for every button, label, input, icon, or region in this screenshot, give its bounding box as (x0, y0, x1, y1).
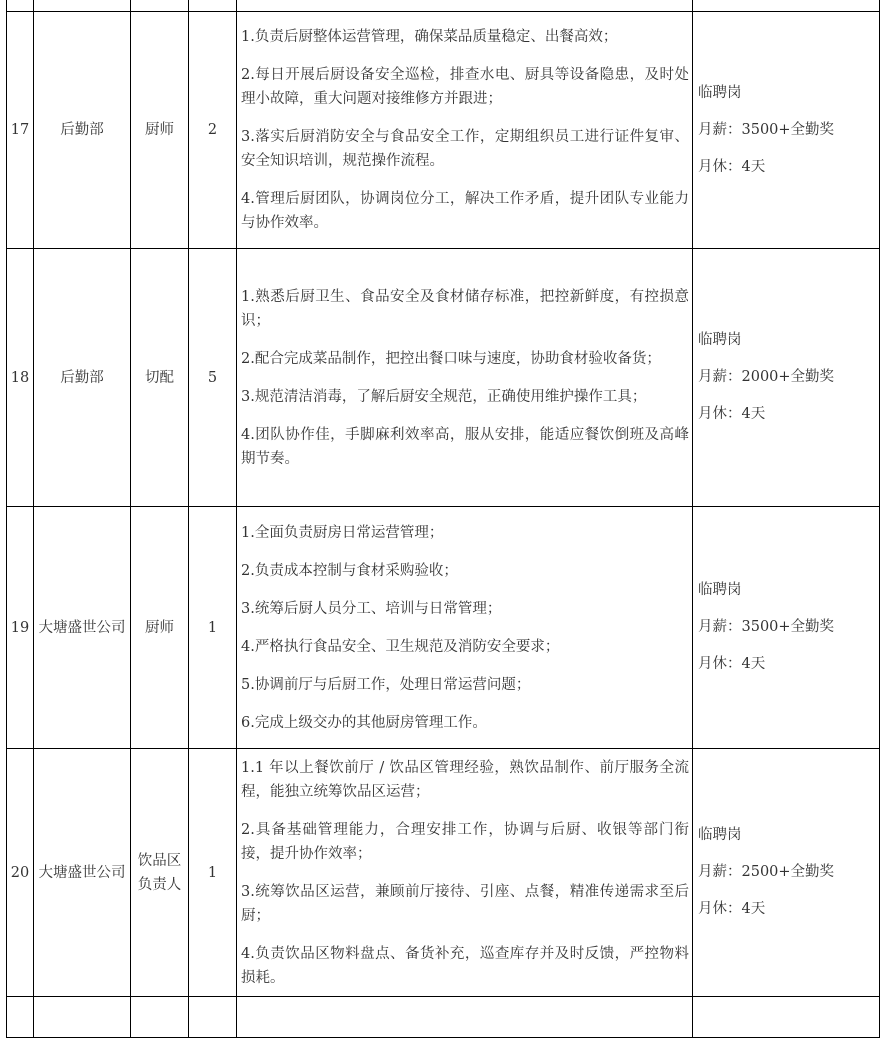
department-cell: 大塘盛世公司 (34, 749, 131, 997)
duty-item: 4.负责饮品区物料盘点、备货补充，巡查库存并及时反馈，严控物料损耗。 (241, 945, 689, 986)
recruitment-table (6, 0, 880, 1038)
table-row (7, 749, 880, 997)
monthly-rest: 月休：4天 (698, 406, 766, 422)
duty-item: 2.负责成本控制与食材采购验收； (241, 562, 458, 579)
job-type: 临聘岗 (698, 827, 742, 843)
table-row-next (7, 997, 880, 1038)
duties-cell (237, 12, 693, 249)
table-row-previous (7, 0, 880, 12)
duty-item: 1.负责后厨整体运营管理，确保菜品质量稳定、出餐高效； (241, 29, 618, 45)
row-number: 19 (7, 507, 34, 749)
position-cell: 厨师 (131, 507, 189, 749)
position-cell: 厨师 (131, 12, 189, 249)
department-cell: 后勤部 (34, 249, 131, 507)
monthly-salary: 月薪：3500+全勤奖 (698, 121, 835, 138)
duty-item: 2.每日开展后厨设备安全巡检，排查水电、厨具等设备隐患，及时处理小故障，重大问题对接维修方并跟进； (241, 67, 689, 107)
monthly-rest: 月休：4天 (698, 901, 766, 917)
job-type: 临聘岗 (698, 84, 742, 101)
row-number: 20 (7, 749, 34, 997)
duty-item: 4.管理后厨团队，协调岗位分工，解决工作矛盾，提升团队专业能力与协作效率。 (241, 191, 689, 231)
pay-cell (693, 12, 880, 249)
monthly-rest: 月休：4天 (698, 656, 766, 672)
duty-item: 3.规范清洁消毒，了解后厨安全规范，正确使用维护操作工具； (241, 388, 647, 405)
row-number: 18 (7, 249, 34, 507)
duties-cell (237, 507, 693, 749)
headcount-cell: 1 (189, 507, 237, 749)
monthly-salary: 月薪：2500+全勤奖 (698, 864, 835, 880)
table-row (7, 507, 880, 749)
position-cell: 切配 (131, 249, 189, 507)
monthly-salary: 月薪：2000+全勤奖 (698, 369, 835, 385)
duty-item: 3.统筹饮品区运营，兼顾前厅接待、引座、点餐，精准传递需求至后厨； (241, 883, 689, 924)
table-row (7, 12, 880, 249)
monthly-rest: 月休：4天 (698, 158, 766, 175)
headcount-cell: 5 (189, 249, 237, 507)
duty-item: 5.协调前厅与后厨工作，处理日常运营问题； (241, 676, 531, 693)
row-number: 17 (7, 12, 34, 249)
pay-cell (693, 249, 880, 507)
table-row (7, 249, 880, 507)
duty-item: 1.1 年以上餐饮前厅 / 饮品区管理经验，熟饮品制作、前厅服务全流程，能独立统筹饮品区运营； (241, 759, 689, 800)
duty-item: 1.熟悉后厨卫生、食品安全及食材储存标准，把控新鲜度，有控损意识； (241, 288, 689, 329)
duties-cell (237, 249, 693, 507)
headcount-cell: 1 (189, 749, 237, 997)
duty-item: 2.配合完成菜品制作，把控出餐口味与速度，协助食材验收备货； (241, 350, 661, 367)
job-type: 临聘岗 (698, 332, 742, 348)
duty-item: 3.统筹后厨人员分工、培训与日常管理； (241, 600, 502, 617)
monthly-salary: 月薪：3500+全勤奖 (698, 619, 835, 635)
job-type: 临聘岗 (698, 582, 742, 598)
duty-item: 6.完成上级交办的其他厨房管理工作。 (241, 714, 487, 731)
duty-item: 3.落实后厨消防安全与食品安全工作，定期组织员工进行证件复审、安全知识培训，规范操作流程。 (241, 129, 689, 169)
pay-cell (693, 507, 880, 749)
duty-item: 2.具备基础管理能力，合理安排工作，协调与后厨、收银等部门衔接，提升协作效率； (241, 821, 689, 862)
department-cell: 后勤部 (34, 12, 131, 249)
department-cell: 大塘盛世公司 (34, 507, 131, 749)
duty-item: 1.全面负责厨房日常运营管理； (241, 524, 444, 541)
duty-item: 4.严格执行食品安全、卫生规范及消防安全要求； (241, 638, 560, 655)
position-cell: 饮品区负责人 (131, 749, 189, 997)
duties-cell (237, 749, 693, 997)
headcount-cell: 2 (189, 12, 237, 249)
pay-cell (693, 749, 880, 997)
duty-item: 4.团队协作佳，手脚麻利效率高，服从安排，能适应餐饮倒班及高峰期节奏。 (241, 426, 689, 467)
